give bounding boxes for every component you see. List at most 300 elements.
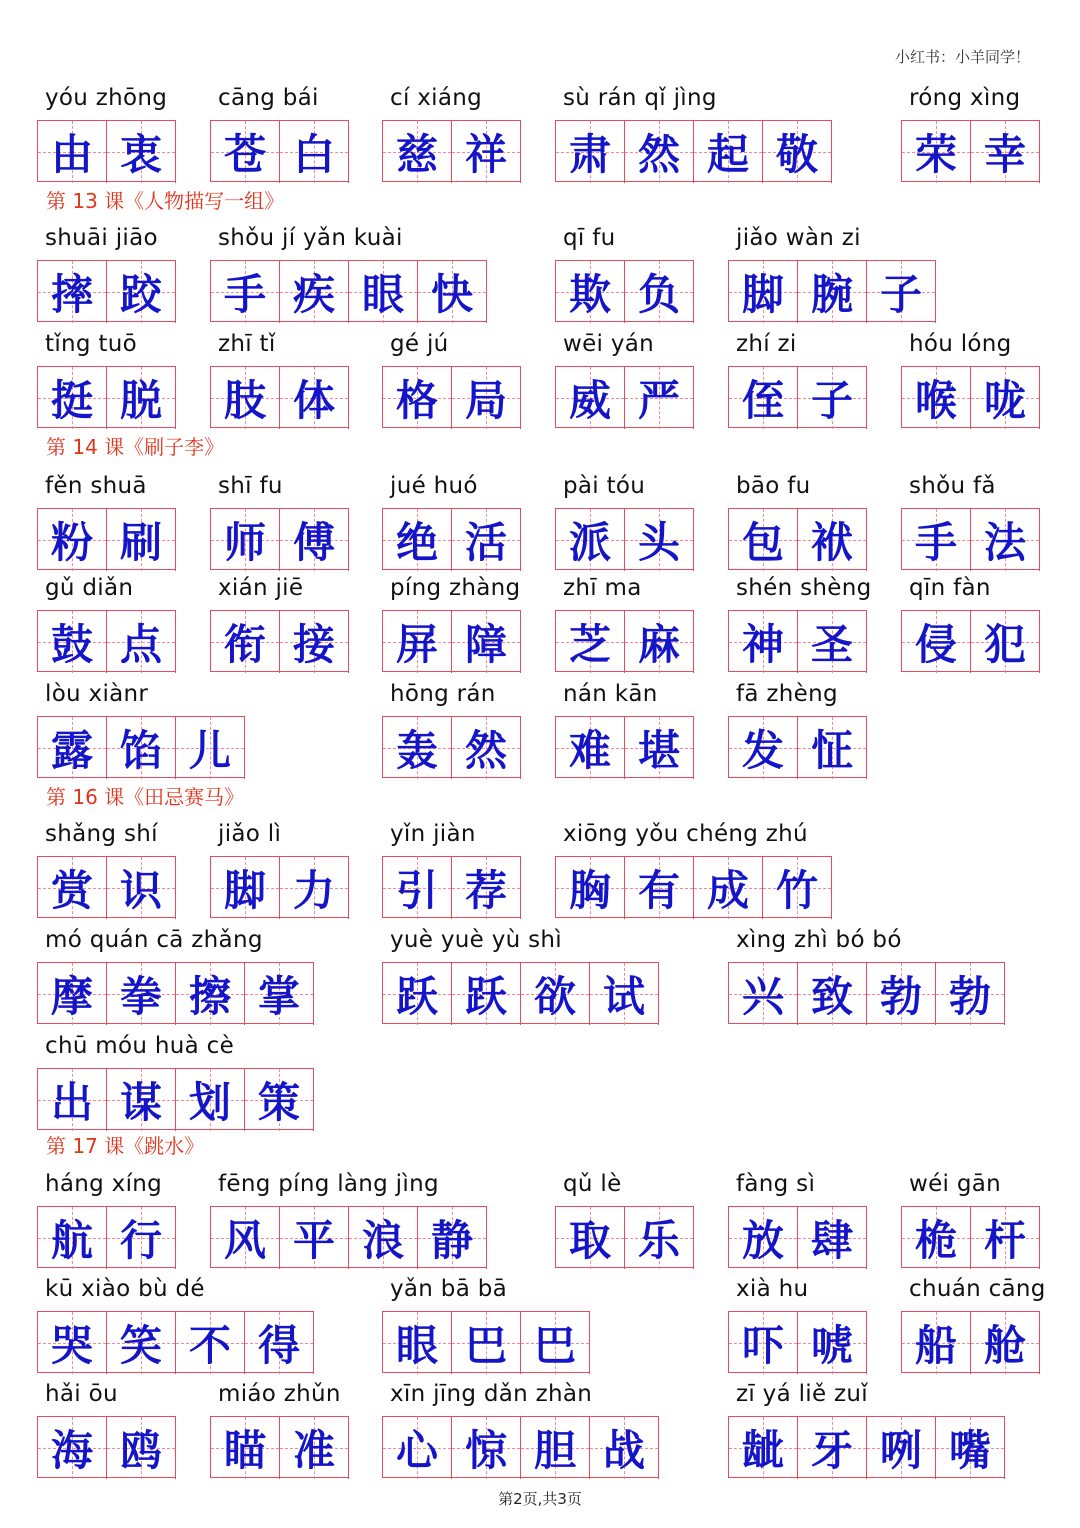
pinyin-label: shén shèng xyxy=(736,575,872,601)
vocabulary-word xyxy=(555,224,695,324)
hanzi-char: 船 xyxy=(914,1321,957,1370)
vocabulary-word xyxy=(382,1275,591,1375)
hanzi-char: 放 xyxy=(741,1216,784,1265)
hanzi-cell xyxy=(452,367,521,429)
tian-grid xyxy=(37,962,314,1024)
hanzi-char: 嘴 xyxy=(948,1426,991,1475)
hanzi-cell xyxy=(38,509,107,571)
page-number: 第2页,共3页 xyxy=(498,1490,582,1508)
hanzi-cell xyxy=(107,963,176,1025)
tian-grid xyxy=(728,716,867,778)
vocabulary-word xyxy=(210,1380,350,1480)
vocabulary-word xyxy=(210,330,350,430)
hanzi-char: 子 xyxy=(879,270,922,319)
vocabulary-word xyxy=(37,224,177,324)
vocabulary-word xyxy=(901,330,1041,430)
hanzi-char: 擦 xyxy=(188,972,231,1021)
pinyin-label: háng xíng xyxy=(45,1171,163,1197)
hanzi-cell xyxy=(452,1312,521,1374)
hanzi-cell xyxy=(38,611,107,673)
hanzi-char: 海 xyxy=(50,1426,93,1475)
hanzi-cell xyxy=(729,367,798,429)
pinyin-label: gé jú xyxy=(390,331,449,357)
hanzi-cell xyxy=(280,121,349,183)
pinyin-label: zī yá liě zuǐ xyxy=(736,1381,868,1407)
word-row xyxy=(0,1032,1080,1132)
lesson-title: 第 17 课《跳水》 xyxy=(46,1134,205,1158)
tian-grid xyxy=(555,120,832,182)
hanzi-char: 芝 xyxy=(568,620,611,669)
hanzi-cell xyxy=(38,1417,107,1479)
hanzi-char: 力 xyxy=(292,866,335,915)
hanzi-char: 拳 xyxy=(119,972,162,1021)
hanzi-char: 挺 xyxy=(50,376,93,425)
hanzi-char: 行 xyxy=(119,1216,162,1265)
hanzi-char: 侵 xyxy=(914,620,957,669)
pinyin-label: tǐng tuō xyxy=(45,331,137,357)
hanzi-char: 法 xyxy=(983,518,1026,567)
hanzi-char: 敬 xyxy=(775,130,818,179)
hanzi-char: 体 xyxy=(292,376,335,425)
hanzi-cell xyxy=(280,611,349,673)
hanzi-char: 战 xyxy=(602,1426,645,1475)
hanzi-cell xyxy=(452,121,521,183)
hanzi-char: 腕 xyxy=(810,270,853,319)
tian-grid xyxy=(210,610,349,672)
hanzi-char: 儿 xyxy=(188,726,231,775)
tian-grid xyxy=(37,1068,314,1130)
hanzi-cell xyxy=(936,963,1005,1025)
hanzi-cell xyxy=(798,509,867,571)
hanzi-char: 障 xyxy=(464,620,507,669)
pinyin-label: chuán cāng xyxy=(909,1276,1046,1302)
hanzi-cell xyxy=(556,367,625,429)
hanzi-cell xyxy=(452,611,521,673)
hanzi-cell xyxy=(798,367,867,429)
hanzi-char: 圣 xyxy=(810,620,853,669)
hanzi-cell xyxy=(556,611,625,673)
tian-grid xyxy=(555,610,694,672)
vocabulary-word xyxy=(555,680,695,780)
pinyin-label: yóu zhōng xyxy=(45,85,168,111)
hanzi-cell xyxy=(349,1207,418,1269)
vocabulary-word xyxy=(37,680,246,780)
hanzi-cell xyxy=(729,1312,798,1374)
hanzi-char: 掌 xyxy=(257,972,300,1021)
hanzi-cell xyxy=(418,1207,487,1269)
vocabulary-word xyxy=(37,1380,177,1480)
tian-grid xyxy=(728,508,867,570)
hanzi-cell xyxy=(107,509,176,571)
word-row xyxy=(0,574,1080,674)
hanzi-cell xyxy=(971,121,1040,183)
pinyin-label: cí xiáng xyxy=(390,85,483,111)
vocabulary-word xyxy=(728,574,872,674)
hanzi-char: 傅 xyxy=(292,518,335,567)
hanzi-char: 子 xyxy=(810,376,853,425)
hanzi-cell xyxy=(107,717,176,779)
tian-grid xyxy=(901,1311,1040,1373)
tian-grid xyxy=(210,120,349,182)
pinyin-label: sù rán qǐ jìng xyxy=(563,85,717,111)
hanzi-char: 心 xyxy=(395,1426,438,1475)
hanzi-char: 慈 xyxy=(395,130,438,179)
lesson-title: 第 16 课《田忌赛马》 xyxy=(46,785,245,809)
hanzi-cell xyxy=(107,367,176,429)
tian-grid xyxy=(37,120,176,182)
hanzi-char: 航 xyxy=(50,1216,93,1265)
pinyin-label: lòu xiànr xyxy=(45,681,149,707)
vocabulary-word xyxy=(555,820,833,920)
hanzi-cell xyxy=(556,857,625,919)
hanzi-char: 跃 xyxy=(395,972,438,1021)
pinyin-label: nán kān xyxy=(563,681,658,707)
vocabulary-word xyxy=(901,1275,1046,1375)
tian-grid xyxy=(901,610,1040,672)
hanzi-cell xyxy=(625,367,694,429)
hanzi-cell xyxy=(590,1417,659,1479)
vocabulary-word xyxy=(382,1380,660,1480)
tian-grid xyxy=(901,120,1040,182)
pinyin-label: qī fu xyxy=(563,225,616,251)
tian-grid xyxy=(382,120,521,182)
pinyin-label: yǐn jiàn xyxy=(390,821,476,847)
vocabulary-word xyxy=(37,1170,177,1270)
pinyin-label: róng xìng xyxy=(909,85,1021,111)
tian-grid xyxy=(382,962,659,1024)
hanzi-cell xyxy=(694,121,763,183)
vocabulary-word xyxy=(210,224,488,324)
hanzi-cell xyxy=(625,611,694,673)
hanzi-cell xyxy=(452,717,521,779)
pinyin-label: jiǎo wàn zi xyxy=(736,225,861,251)
vocabulary-word xyxy=(901,1170,1041,1270)
hanzi-char: 巴 xyxy=(464,1321,507,1370)
hanzi-char: 苍 xyxy=(223,130,266,179)
tian-grid xyxy=(210,856,349,918)
hanzi-char: 由 xyxy=(50,130,93,179)
hanzi-char: 侄 xyxy=(741,376,784,425)
hanzi-char: 衔 xyxy=(223,620,266,669)
hanzi-char: 馅 xyxy=(119,726,162,775)
hanzi-cell xyxy=(729,509,798,571)
hanzi-cell xyxy=(38,857,107,919)
hanzi-cell xyxy=(38,261,107,323)
hanzi-cell xyxy=(798,1207,867,1269)
hanzi-cell xyxy=(383,1417,452,1479)
tian-grid xyxy=(37,1206,176,1268)
hanzi-cell xyxy=(798,1417,867,1479)
hanzi-cell xyxy=(625,717,694,779)
hanzi-cell xyxy=(452,857,521,919)
hanzi-char: 得 xyxy=(257,1321,300,1370)
hanzi-char: 手 xyxy=(914,518,957,567)
hanzi-cell xyxy=(211,509,280,571)
hanzi-cell xyxy=(867,261,936,323)
tian-grid xyxy=(210,366,349,428)
hanzi-cell xyxy=(763,121,832,183)
hanzi-cell xyxy=(798,261,867,323)
hanzi-cell xyxy=(971,509,1040,571)
hanzi-char: 致 xyxy=(810,972,853,1021)
word-row xyxy=(0,1275,1080,1375)
hanzi-char: 鼓 xyxy=(50,620,93,669)
hanzi-char: 负 xyxy=(637,270,680,319)
hanzi-cell xyxy=(38,1207,107,1269)
vocabulary-word xyxy=(901,574,1041,674)
pinyin-label: zhí zi xyxy=(736,331,797,357)
hanzi-char: 鸥 xyxy=(119,1426,162,1475)
hanzi-char: 头 xyxy=(637,518,680,567)
vocabulary-word xyxy=(37,84,177,184)
tian-grid xyxy=(728,366,867,428)
hanzi-cell xyxy=(556,121,625,183)
hanzi-cell xyxy=(211,1207,280,1269)
hanzi-cell xyxy=(176,717,245,779)
hanzi-cell xyxy=(452,963,521,1025)
hanzi-char: 疾 xyxy=(292,270,335,319)
hanzi-char: 浪 xyxy=(361,1216,404,1265)
pinyin-label: cāng bái xyxy=(218,85,319,111)
hanzi-cell xyxy=(383,717,452,779)
vocabulary-word xyxy=(555,574,695,674)
hanzi-cell xyxy=(107,857,176,919)
hanzi-char: 露 xyxy=(50,726,93,775)
hanzi-cell xyxy=(107,1312,176,1374)
hanzi-cell xyxy=(383,611,452,673)
tian-grid xyxy=(555,508,694,570)
hanzi-char: 吓 xyxy=(741,1321,784,1370)
hanzi-cell xyxy=(902,611,971,673)
pinyin-label: xīn jīng dǎn zhàn xyxy=(390,1381,593,1407)
hanzi-cell xyxy=(590,963,659,1025)
tian-grid xyxy=(728,1311,867,1373)
hanzi-cell xyxy=(729,1417,798,1479)
hanzi-cell xyxy=(902,509,971,571)
hanzi-cell xyxy=(798,963,867,1025)
hanzi-cell xyxy=(383,963,452,1025)
hanzi-char: 发 xyxy=(741,726,784,775)
vocabulary-word xyxy=(728,330,868,430)
hanzi-char: 接 xyxy=(292,620,335,669)
hanzi-char: 识 xyxy=(119,866,162,915)
hanzi-char: 桅 xyxy=(914,1216,957,1265)
hanzi-char: 跤 xyxy=(119,270,162,319)
hanzi-cell xyxy=(556,717,625,779)
pinyin-label: wéi gān xyxy=(909,1171,1002,1197)
hanzi-char: 咙 xyxy=(983,376,1026,425)
hanzi-char: 麻 xyxy=(637,620,680,669)
tian-grid xyxy=(37,508,176,570)
hanzi-char: 赏 xyxy=(50,866,93,915)
hanzi-char: 勃 xyxy=(879,972,922,1021)
hanzi-cell xyxy=(280,367,349,429)
pinyin-label: jué huó xyxy=(390,473,478,499)
vocabulary-word xyxy=(210,1170,488,1270)
tian-grid xyxy=(555,716,694,778)
hanzi-char: 屏 xyxy=(395,620,438,669)
hanzi-char: 严 xyxy=(637,376,680,425)
hanzi-char: 轰 xyxy=(395,726,438,775)
hanzi-char: 粉 xyxy=(50,518,93,567)
pinyin-label: fěn shuā xyxy=(45,473,147,499)
hanzi-char: 包 xyxy=(741,518,784,567)
pinyin-label: miáo zhǔn xyxy=(218,1381,341,1407)
tian-grid xyxy=(382,1416,659,1478)
vocabulary-word xyxy=(210,820,350,920)
vocabulary-word xyxy=(37,330,177,430)
word-row xyxy=(0,472,1080,572)
hanzi-cell xyxy=(902,367,971,429)
vocabulary-word xyxy=(555,330,695,430)
pinyin-label: gǔ diǎn xyxy=(45,575,134,601)
hanzi-cell xyxy=(694,857,763,919)
hanzi-cell xyxy=(280,261,349,323)
hanzi-char: 谋 xyxy=(119,1078,162,1127)
pinyin-label: fàng sì xyxy=(736,1171,816,1197)
vocabulary-word xyxy=(37,926,315,1026)
hanzi-char: 难 xyxy=(568,726,611,775)
hanzi-cell xyxy=(176,1312,245,1374)
hanzi-cell xyxy=(245,963,314,1025)
hanzi-cell xyxy=(176,1069,245,1131)
pinyin-label: fēng píng làng jìng xyxy=(218,1171,439,1197)
tian-grid xyxy=(901,366,1040,428)
pinyin-label: shuāi jiāo xyxy=(45,225,158,251)
lesson-title: 第 13 课《人物描写一组》 xyxy=(46,189,285,213)
hanzi-cell xyxy=(798,1312,867,1374)
hanzi-char: 然 xyxy=(464,726,507,775)
tian-grid xyxy=(37,366,176,428)
hanzi-char: 师 xyxy=(223,518,266,567)
word-row xyxy=(0,820,1080,920)
hanzi-char: 快 xyxy=(430,270,473,319)
hanzi-cell xyxy=(107,1207,176,1269)
hanzi-cell xyxy=(349,261,418,323)
pinyin-label: xià hu xyxy=(736,1276,809,1302)
hanzi-char: 胸 xyxy=(568,866,611,915)
hanzi-cell xyxy=(625,121,694,183)
hanzi-char: 起 xyxy=(706,130,749,179)
hanzi-char: 风 xyxy=(223,1216,266,1265)
hanzi-char: 有 xyxy=(637,866,680,915)
pinyin-label: kū xiào bù dé xyxy=(45,1276,205,1302)
vocabulary-word xyxy=(210,84,350,184)
pinyin-label: zhī tǐ xyxy=(218,331,276,357)
word-row xyxy=(0,1170,1080,1270)
hanzi-char: 脱 xyxy=(119,376,162,425)
vocabulary-word xyxy=(728,926,1006,1026)
pinyin-label: bāo fu xyxy=(736,473,811,499)
vocabulary-word xyxy=(728,1275,868,1375)
tian-grid xyxy=(728,1206,867,1268)
hanzi-cell xyxy=(902,121,971,183)
hanzi-char: 龇 xyxy=(741,1426,784,1475)
pinyin-label: shī fu xyxy=(218,473,283,499)
hanzi-char: 威 xyxy=(568,376,611,425)
pinyin-label: píng zhàng xyxy=(390,575,521,601)
hanzi-cell xyxy=(38,963,107,1025)
hanzi-char: 兴 xyxy=(741,972,784,1021)
tian-grid xyxy=(37,610,176,672)
hanzi-char: 摔 xyxy=(50,270,93,319)
hanzi-cell xyxy=(625,261,694,323)
vocabulary-word xyxy=(37,820,177,920)
hanzi-char: 不 xyxy=(188,1321,231,1370)
hanzi-cell xyxy=(38,717,107,779)
hanzi-cell xyxy=(211,367,280,429)
hanzi-cell xyxy=(625,509,694,571)
hanzi-char: 惊 xyxy=(464,1426,507,1475)
tian-grid xyxy=(901,1206,1040,1268)
hanzi-char: 脚 xyxy=(223,866,266,915)
tian-grid xyxy=(382,1311,590,1373)
pinyin-label: qīn fàn xyxy=(909,575,991,601)
hanzi-char: 胆 xyxy=(533,1426,576,1475)
word-row xyxy=(0,84,1080,184)
tian-grid xyxy=(382,366,521,428)
hanzi-char: 刷 xyxy=(119,518,162,567)
pinyin-label: fā zhèng xyxy=(736,681,838,707)
tian-grid xyxy=(382,716,521,778)
pinyin-label: wēi yán xyxy=(563,331,655,357)
hanzi-char: 巴 xyxy=(533,1321,576,1370)
hanzi-char: 跃 xyxy=(464,972,507,1021)
hanzi-char: 活 xyxy=(464,518,507,567)
lesson-title: 第 14 课《刷子李》 xyxy=(46,435,225,459)
vocabulary-word xyxy=(555,1170,695,1270)
tian-grid xyxy=(728,610,867,672)
hanzi-char: 成 xyxy=(706,866,749,915)
hanzi-cell xyxy=(556,509,625,571)
hanzi-cell xyxy=(176,963,245,1025)
hanzi-cell xyxy=(763,857,832,919)
vocabulary-word xyxy=(382,84,522,184)
tian-grid xyxy=(728,962,1005,1024)
hanzi-char: 取 xyxy=(568,1216,611,1265)
hanzi-char: 唬 xyxy=(810,1321,853,1370)
hanzi-char: 白 xyxy=(292,130,335,179)
hanzi-cell xyxy=(107,1417,176,1479)
hanzi-cell xyxy=(211,1417,280,1479)
hanzi-char: 荐 xyxy=(464,866,507,915)
hanzi-cell xyxy=(211,857,280,919)
hanzi-cell xyxy=(245,1069,314,1131)
pinyin-label: hōng rán xyxy=(390,681,496,707)
hanzi-char: 划 xyxy=(188,1078,231,1127)
pinyin-label: mó quán cā zhǎng xyxy=(45,927,263,953)
hanzi-cell xyxy=(729,1207,798,1269)
hanzi-cell xyxy=(418,261,487,323)
tian-grid xyxy=(728,260,936,322)
hanzi-char: 引 xyxy=(395,866,438,915)
hanzi-char: 脚 xyxy=(741,270,784,319)
word-row xyxy=(0,330,1080,430)
tian-grid xyxy=(37,856,176,918)
hanzi-char: 堪 xyxy=(637,726,680,775)
vocabulary-word xyxy=(382,926,660,1026)
vocabulary-word xyxy=(382,330,522,430)
vocabulary-word xyxy=(728,1170,868,1270)
hanzi-char: 准 xyxy=(292,1426,335,1475)
vocabulary-word xyxy=(382,574,522,674)
vocabulary-word xyxy=(555,472,695,572)
hanzi-cell xyxy=(902,1312,971,1374)
tian-grid xyxy=(37,716,245,778)
tian-grid xyxy=(37,1416,176,1478)
tian-grid xyxy=(555,260,694,322)
hanzi-cell xyxy=(971,1312,1040,1374)
